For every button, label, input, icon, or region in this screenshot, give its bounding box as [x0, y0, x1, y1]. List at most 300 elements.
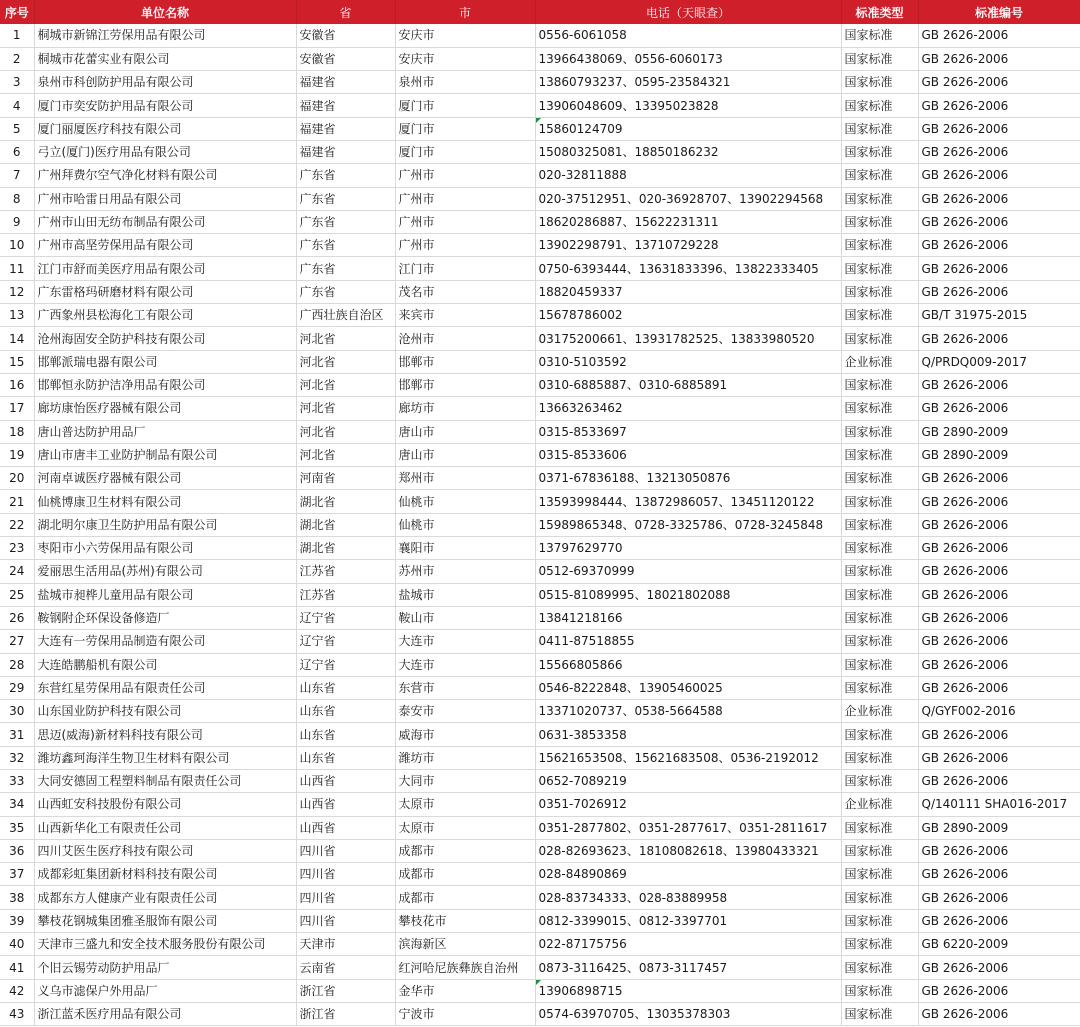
cell-index: 36	[0, 839, 34, 862]
cell-phone: 020-32811888	[535, 164, 841, 187]
table-row	[0, 793, 1080, 816]
cell-phone: 0351-7026912	[535, 793, 841, 816]
cell-standard-number: GB 2626-2006	[918, 234, 1080, 257]
cell-standard-type: 国家标准	[841, 746, 918, 769]
cell-index: 42	[0, 979, 34, 1002]
cell-province: 江苏省	[296, 583, 395, 606]
cell-standard-type: 国家标准	[841, 513, 918, 536]
cell-index: 4	[0, 94, 34, 117]
cell-phone: 13797629770	[535, 537, 841, 560]
cell-standard-number: GB 2626-2006	[918, 770, 1080, 793]
cell-city: 江门市	[395, 257, 535, 280]
cell-city: 红河哈尼族彝族自治州	[395, 956, 535, 979]
cell-province: 河北省	[296, 373, 395, 396]
cell-company: 四川艾医生医疗科技有限公司	[34, 839, 296, 862]
cell-standard-type: 国家标准	[841, 47, 918, 70]
cell-province: 辽宁省	[296, 653, 395, 676]
cell-index: 11	[0, 257, 34, 280]
cell-index: 24	[0, 560, 34, 583]
cell-city: 廊坊市	[395, 397, 535, 420]
cell-phone: 15080325081、18850186232	[535, 140, 841, 163]
table-row	[0, 94, 1080, 117]
cell-phone: 15678786002	[535, 304, 841, 327]
cell-city: 广州市	[395, 187, 535, 210]
cell-phone: 13902298791、13710729228	[535, 234, 841, 257]
cell-city: 唐山市	[395, 443, 535, 466]
cell-province: 福建省	[296, 140, 395, 163]
cell-company: 爱丽思生活用品(苏州)有限公司	[34, 560, 296, 583]
cell-province: 山东省	[296, 700, 395, 723]
cell-company: 攀枝花钢城集团雅圣服饰有限公司	[34, 909, 296, 932]
cell-index: 31	[0, 723, 34, 746]
table-row	[0, 187, 1080, 210]
cell-city: 泉州市	[395, 71, 535, 94]
cell-province: 辽宁省	[296, 630, 395, 653]
cell-index: 39	[0, 909, 34, 932]
cell-province: 福建省	[296, 117, 395, 140]
cell-standard-number: GB 2626-2006	[918, 210, 1080, 233]
cell-standard-type: 企业标准	[841, 793, 918, 816]
cell-standard-number: GB 2626-2006	[918, 24, 1080, 47]
cell-city: 茂名市	[395, 280, 535, 303]
cell-company: 邯郸派瑞电器有限公司	[34, 350, 296, 373]
cell-phone: 0411-87518855	[535, 630, 841, 653]
cell-city: 太原市	[395, 793, 535, 816]
cell-standard-number: GB 2626-2006	[918, 1002, 1080, 1025]
cell-standard-type: 国家标准	[841, 24, 918, 47]
cell-city: 宁波市	[395, 1002, 535, 1025]
cell-standard-number: GB 2626-2006	[918, 467, 1080, 490]
cell-city: 大连市	[395, 630, 535, 653]
cell-index: 27	[0, 630, 34, 653]
cell-company: 盐城市昶桦儿童用品有限公司	[34, 583, 296, 606]
table-row	[0, 770, 1080, 793]
cell-company: 弓立(厦门)医疗用品有限公司	[34, 140, 296, 163]
cell-index: 21	[0, 490, 34, 513]
cell-standard-number: GB 2626-2006	[918, 490, 1080, 513]
cell-standard-number: GB 2626-2006	[918, 630, 1080, 653]
cell-standard-number: GB 2890-2009	[918, 816, 1080, 839]
table-row	[0, 606, 1080, 629]
cell-city: 来宾市	[395, 304, 535, 327]
cell-company: 河南卓诚医疗器械有限公司	[34, 467, 296, 490]
cell-province: 广东省	[296, 234, 395, 257]
cell-standard-number: GB 2626-2006	[918, 863, 1080, 886]
cell-city: 潍坊市	[395, 746, 535, 769]
cell-province: 湖北省	[296, 490, 395, 513]
cell-phone: 0315-8533606	[535, 443, 841, 466]
cell-province: 福建省	[296, 71, 395, 94]
cell-standard-number: GB/T 31975-2015	[918, 304, 1080, 327]
cell-standard-type: 国家标准	[841, 909, 918, 932]
table-row	[0, 979, 1080, 1002]
cell-province: 山东省	[296, 746, 395, 769]
header-province: 省	[296, 0, 395, 24]
cell-standard-number: GB 2626-2006	[918, 537, 1080, 560]
cell-index: 19	[0, 443, 34, 466]
header-index: 序号	[0, 0, 34, 24]
cell-province: 福建省	[296, 94, 395, 117]
cell-standard-number: GB 2626-2006	[918, 606, 1080, 629]
cell-company: 沧州海固安全防护科技有限公司	[34, 327, 296, 350]
cell-province: 四川省	[296, 909, 395, 932]
cell-standard-type: 国家标准	[841, 583, 918, 606]
cell-standard-type: 国家标准	[841, 164, 918, 187]
cell-phone: 0546-8222848、13905460025	[535, 676, 841, 699]
cell-province: 河南省	[296, 467, 395, 490]
table-row	[0, 373, 1080, 396]
cell-company: 义乌市滤保户外用品厂	[34, 979, 296, 1002]
cell-phone: 0310-6885887、0310-6885891	[535, 373, 841, 396]
cell-standard-type: 国家标准	[841, 1002, 918, 1025]
cell-company: 唐山普达防护用品厂	[34, 420, 296, 443]
cell-phone: 03175200661、13931782525、13833980520	[535, 327, 841, 350]
cell-city: 滨海新区	[395, 933, 535, 956]
cell-company: 山西虹安科技股份有限公司	[34, 793, 296, 816]
cell-company: 枣阳市小六劳保用品有限公司	[34, 537, 296, 560]
table-row	[0, 746, 1080, 769]
cell-phone: 0631-3853358	[535, 723, 841, 746]
cell-phone: 18620286887、15622231311	[535, 210, 841, 233]
cell-standard-type: 国家标准	[841, 653, 918, 676]
cell-phone: 13841218166	[535, 606, 841, 629]
cell-company: 厦门丽厦医疗科技有限公司	[34, 117, 296, 140]
cell-index: 25	[0, 583, 34, 606]
cell-standard-number: GB 2626-2006	[918, 187, 1080, 210]
table-row	[0, 839, 1080, 862]
cell-standard-number: Q/PRDQ009-2017	[918, 350, 1080, 373]
cell-standard-number: Q/140111 SHA016-2017	[918, 793, 1080, 816]
cell-company: 厦门市奕安防护用品有限公司	[34, 94, 296, 117]
table-row	[0, 443, 1080, 466]
cell-province: 山西省	[296, 816, 395, 839]
cell-phone: 0371-67836188、13213050876	[535, 467, 841, 490]
cell-phone: 0812-3399015、0812-3397701	[535, 909, 841, 932]
cell-standard-type: 国家标准	[841, 933, 918, 956]
cell-company: 东营红星劳保用品有限责任公司	[34, 676, 296, 699]
cell-index: 13	[0, 304, 34, 327]
cell-city: 鞍山市	[395, 606, 535, 629]
table-row	[0, 490, 1080, 513]
cell-company: 大连皓鹏船机有限公司	[34, 653, 296, 676]
cell-standard-type: 国家标准	[841, 443, 918, 466]
cell-index: 16	[0, 373, 34, 396]
cell-standard-type: 国家标准	[841, 94, 918, 117]
cell-index: 29	[0, 676, 34, 699]
cell-standard-type: 国家标准	[841, 630, 918, 653]
cell-province: 河北省	[296, 327, 395, 350]
cell-index: 23	[0, 537, 34, 560]
cell-city: 安庆市	[395, 24, 535, 47]
cell-city: 大连市	[395, 653, 535, 676]
cell-index: 17	[0, 397, 34, 420]
cell-index: 38	[0, 886, 34, 909]
cell-standard-type: 国家标准	[841, 490, 918, 513]
cell-index: 6	[0, 140, 34, 163]
cell-standard-type: 国家标准	[841, 863, 918, 886]
cell-phone: 020-37512951、020-36928707、13902294568	[535, 187, 841, 210]
cell-index: 14	[0, 327, 34, 350]
cell-standard-number: Q/GYF002-2016	[918, 700, 1080, 723]
cell-index: 3	[0, 71, 34, 94]
cell-standard-number: GB 2626-2006	[918, 373, 1080, 396]
cell-province: 河北省	[296, 443, 395, 466]
cell-city: 邯郸市	[395, 350, 535, 373]
cell-company: 邯郸恒永防护洁净用品有限公司	[34, 373, 296, 396]
cell-city: 广州市	[395, 164, 535, 187]
cell-company: 廊坊康怡医疗器械有限公司	[34, 397, 296, 420]
cell-phone: 15621653508、15621683508、0536-2192012	[535, 746, 841, 769]
cell-province: 四川省	[296, 863, 395, 886]
cell-city: 攀枝花市	[395, 909, 535, 932]
cell-index: 8	[0, 187, 34, 210]
cell-phone: 0351-2877802、0351-2877617、0351-2811617	[535, 816, 841, 839]
cell-phone: 18820459337	[535, 280, 841, 303]
table-row	[0, 467, 1080, 490]
cell-phone: 022-87175756	[535, 933, 841, 956]
cell-standard-number: GB 2626-2006	[918, 397, 1080, 420]
table-row	[0, 560, 1080, 583]
cell-index: 28	[0, 653, 34, 676]
table-row	[0, 1002, 1080, 1025]
cell-index: 40	[0, 933, 34, 956]
cell-index: 41	[0, 956, 34, 979]
cell-standard-type: 国家标准	[841, 816, 918, 839]
cell-index: 5	[0, 117, 34, 140]
cell-standard-type: 国家标准	[841, 140, 918, 163]
cell-province: 湖北省	[296, 537, 395, 560]
cell-city: 成都市	[395, 886, 535, 909]
cell-standard-type: 国家标准	[841, 723, 918, 746]
cell-phone: 0515-81089995、18021802088	[535, 583, 841, 606]
cell-company: 广西象州县松海化工有限公司	[34, 304, 296, 327]
cell-index: 34	[0, 793, 34, 816]
cell-city: 东营市	[395, 676, 535, 699]
table-row	[0, 700, 1080, 723]
cell-standard-type: 企业标准	[841, 350, 918, 373]
cell-company: 潍坊鑫珂海洋生物卫生材料有限公司	[34, 746, 296, 769]
cell-standard-number: GB 2626-2006	[918, 117, 1080, 140]
cell-city: 金华市	[395, 979, 535, 1002]
cell-index: 10	[0, 234, 34, 257]
cell-province: 广东省	[296, 187, 395, 210]
table-row	[0, 304, 1080, 327]
cell-standard-type: 国家标准	[841, 327, 918, 350]
cell-phone: 028-84890869	[535, 863, 841, 886]
cell-index: 20	[0, 467, 34, 490]
cell-index: 12	[0, 280, 34, 303]
cell-standard-type: 国家标准	[841, 676, 918, 699]
cell-city: 苏州市	[395, 560, 535, 583]
cell-city: 唐山市	[395, 420, 535, 443]
cell-province: 浙江省	[296, 1002, 395, 1025]
cell-standard-type: 国家标准	[841, 210, 918, 233]
cell-phone: 15860124709	[535, 117, 841, 140]
cell-standard-number: GB 2626-2006	[918, 327, 1080, 350]
cell-city: 威海市	[395, 723, 535, 746]
cell-phone: 13860793237、0595-23584321	[535, 71, 841, 94]
cell-company: 成都东方人健康产业有限责任公司	[34, 886, 296, 909]
cell-province: 山西省	[296, 770, 395, 793]
cell-standard-number: GB 2626-2006	[918, 979, 1080, 1002]
cell-index: 35	[0, 816, 34, 839]
cell-index: 22	[0, 513, 34, 536]
cell-province: 江苏省	[296, 560, 395, 583]
cell-phone: 13371020737、0538-5664588	[535, 700, 841, 723]
cell-company: 思迈(威海)新材料科技有限公司	[34, 723, 296, 746]
cell-standard-type: 国家标准	[841, 280, 918, 303]
cell-city: 郑州市	[395, 467, 535, 490]
table-row	[0, 24, 1080, 47]
cell-company: 大连有一劳保用品制造有限公司	[34, 630, 296, 653]
cell-phone: 15989865348、0728-3325786、0728-3245848	[535, 513, 841, 536]
cell-city: 泰安市	[395, 700, 535, 723]
cell-company: 桐城市新锦江劳保用品有限公司	[34, 24, 296, 47]
table-row	[0, 676, 1080, 699]
table-row	[0, 257, 1080, 280]
cell-standard-type: 国家标准	[841, 606, 918, 629]
table-row	[0, 630, 1080, 653]
cell-standard-number: GB 2626-2006	[918, 140, 1080, 163]
cell-city: 襄阳市	[395, 537, 535, 560]
cell-city: 厦门市	[395, 117, 535, 140]
cell-company: 广州市哈雷日用品有限公司	[34, 187, 296, 210]
table-row	[0, 583, 1080, 606]
cell-province: 广东省	[296, 210, 395, 233]
cell-province: 四川省	[296, 886, 395, 909]
cell-standard-type: 国家标准	[841, 467, 918, 490]
cell-standard-number: GB 2626-2006	[918, 956, 1080, 979]
cell-index: 7	[0, 164, 34, 187]
cell-city: 太原市	[395, 816, 535, 839]
table-row	[0, 350, 1080, 373]
cell-standard-number: GB 2626-2006	[918, 723, 1080, 746]
cell-company: 广州拜费尔空气净化材料有限公司	[34, 164, 296, 187]
cell-index: 15	[0, 350, 34, 373]
cell-index: 9	[0, 210, 34, 233]
header-city: 市	[395, 0, 535, 24]
cell-company: 山西新华化工有限责任公司	[34, 816, 296, 839]
cell-index: 30	[0, 700, 34, 723]
cell-phone: 15566805866	[535, 653, 841, 676]
cell-index: 43	[0, 1002, 34, 1025]
table-row	[0, 956, 1080, 979]
cell-standard-number: GB 2626-2006	[918, 909, 1080, 932]
cell-province: 广东省	[296, 257, 395, 280]
cell-index: 37	[0, 863, 34, 886]
cell-phone: 0556-6061058	[535, 24, 841, 47]
cell-city: 安庆市	[395, 47, 535, 70]
cell-city: 广州市	[395, 210, 535, 233]
cell-standard-type: 国家标准	[841, 234, 918, 257]
cell-standard-number: GB 2626-2006	[918, 583, 1080, 606]
cell-standard-number: GB 2626-2006	[918, 280, 1080, 303]
cell-standard-type: 国家标准	[841, 420, 918, 443]
cell-province: 山东省	[296, 676, 395, 699]
cell-standard-type: 国家标准	[841, 117, 918, 140]
table-row	[0, 234, 1080, 257]
cell-company: 桐城市花蕾实业有限公司	[34, 47, 296, 70]
cell-company: 湖北明尔康卫生防护用品有限公司	[34, 513, 296, 536]
table-row	[0, 537, 1080, 560]
cell-standard-type: 国家标准	[841, 304, 918, 327]
cell-phone: 13906048609、13395023828	[535, 94, 841, 117]
cell-company: 广州市高坚劳保用品有限公司	[34, 234, 296, 257]
cell-province: 山西省	[296, 793, 395, 816]
cell-city: 厦门市	[395, 94, 535, 117]
cell-standard-number: GB 2626-2006	[918, 839, 1080, 862]
cell-province: 辽宁省	[296, 606, 395, 629]
cell-index: 2	[0, 47, 34, 70]
cell-province: 浙江省	[296, 979, 395, 1002]
cell-standard-type: 国家标准	[841, 956, 918, 979]
cell-standard-type: 国家标准	[841, 770, 918, 793]
cell-standard-type: 国家标准	[841, 979, 918, 1002]
table-row	[0, 909, 1080, 932]
cell-standard-type: 国家标准	[841, 187, 918, 210]
table-row	[0, 420, 1080, 443]
table-row	[0, 723, 1080, 746]
cell-city: 大同市	[395, 770, 535, 793]
cell-standard-number: GB 2890-2009	[918, 420, 1080, 443]
cell-standard-number: GB 2626-2006	[918, 71, 1080, 94]
cell-company: 大同安德固工程塑料制品有限责任公司	[34, 770, 296, 793]
cell-phone: 13906898715	[535, 979, 841, 1002]
table-row	[0, 886, 1080, 909]
header-company: 单位名称	[34, 0, 296, 24]
cell-index: 33	[0, 770, 34, 793]
cell-phone: 0652-7089219	[535, 770, 841, 793]
cell-index: 26	[0, 606, 34, 629]
cell-province: 安徽省	[296, 24, 395, 47]
table-body	[0, 24, 1080, 1026]
cell-province: 河北省	[296, 420, 395, 443]
cell-province: 四川省	[296, 839, 395, 862]
table-row	[0, 164, 1080, 187]
cell-standard-number: GB 2626-2006	[918, 94, 1080, 117]
table-row	[0, 280, 1080, 303]
cell-standard-number: GB 2626-2006	[918, 560, 1080, 583]
cell-city: 成都市	[395, 839, 535, 862]
cell-province: 山东省	[296, 723, 395, 746]
cell-standard-number: GB 6220-2009	[918, 933, 1080, 956]
cell-index: 1	[0, 24, 34, 47]
cell-phone: 13593998444、13872986057、13451120122	[535, 490, 841, 513]
table-row	[0, 210, 1080, 233]
cell-province: 广东省	[296, 164, 395, 187]
table-row	[0, 71, 1080, 94]
cell-standard-type: 国家标准	[841, 560, 918, 583]
cell-standard-type: 国家标准	[841, 257, 918, 280]
table-row	[0, 816, 1080, 839]
header-row	[0, 0, 1080, 24]
cell-city: 广州市	[395, 234, 535, 257]
cell-company: 仙桃博康卫生材料有限公司	[34, 490, 296, 513]
cell-province: 云南省	[296, 956, 395, 979]
header-standard-number: 标准编号	[918, 0, 1080, 24]
cell-standard-number: GB 2626-2006	[918, 886, 1080, 909]
cell-phone: 0512-69370999	[535, 560, 841, 583]
cell-standard-number: GB 2626-2006	[918, 257, 1080, 280]
cell-company: 广州市山田无纺布制品有限公司	[34, 210, 296, 233]
cell-city: 沧州市	[395, 327, 535, 350]
cell-phone: 13966438069、0556-6060173	[535, 47, 841, 70]
cell-city: 成都市	[395, 863, 535, 886]
cell-province: 湖北省	[296, 513, 395, 536]
cell-standard-number: GB 2626-2006	[918, 164, 1080, 187]
cell-standard-number: GB 2626-2006	[918, 676, 1080, 699]
table-row	[0, 117, 1080, 140]
